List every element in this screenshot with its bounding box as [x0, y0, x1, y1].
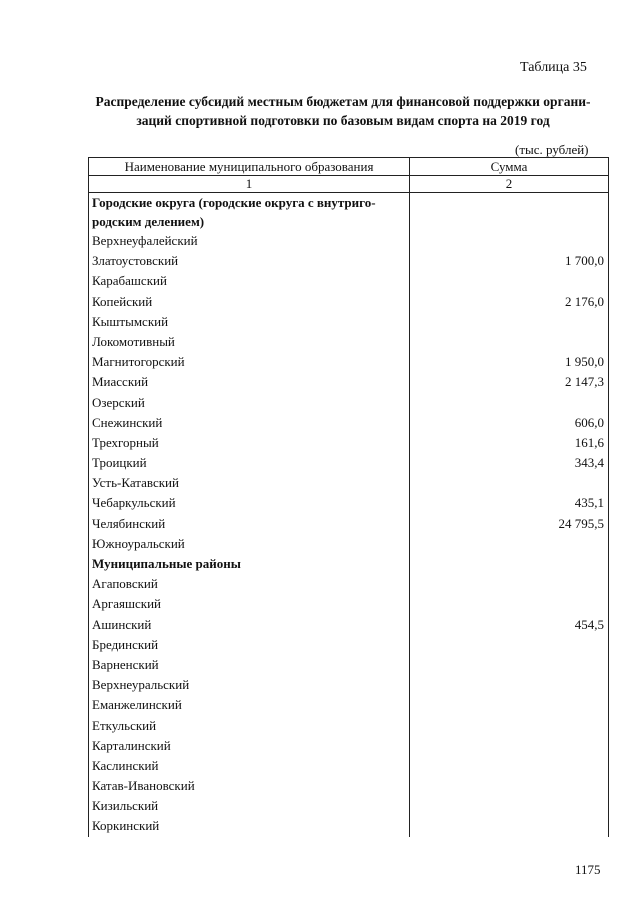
row-sum: [410, 796, 609, 816]
row-sum: [410, 393, 609, 413]
row-name: Копейский: [89, 292, 410, 312]
row-sum: 454,5: [410, 615, 609, 635]
row-sum: 1 950,0: [410, 352, 609, 372]
row-sum: [410, 594, 609, 614]
row-sum: [410, 695, 609, 715]
row-sum: [410, 271, 609, 291]
row-name: Варненский: [89, 655, 410, 675]
group-name: Муниципальные районы: [89, 554, 410, 574]
row-name: Еманжелинский: [89, 695, 410, 715]
row-sum: [410, 716, 609, 736]
table-row: [89, 352, 609, 372]
table-row: [89, 393, 609, 413]
row-sum: [410, 534, 609, 554]
row-sum: [410, 635, 609, 655]
row-sum: [410, 312, 609, 332]
table-row: [89, 332, 609, 352]
group-header-row: [89, 193, 609, 232]
table-row: [89, 736, 609, 756]
row-name: Коркинский: [89, 816, 410, 836]
table-row: [89, 433, 609, 453]
row-name: Карабашский: [89, 271, 410, 291]
row-sum: [410, 473, 609, 493]
row-name: Снежинский: [89, 413, 410, 433]
table-row: [89, 292, 609, 312]
row-name: Усть-Катавский: [89, 473, 410, 493]
table-row: [89, 615, 609, 635]
row-sum: [410, 554, 609, 574]
row-sum: [410, 756, 609, 776]
row-name: Челябинский: [89, 514, 410, 534]
table-row: [89, 675, 609, 695]
row-name: Карталинский: [89, 736, 410, 756]
row-sum: [410, 332, 609, 352]
table-row: [89, 493, 609, 513]
table-row: [89, 716, 609, 736]
table-row: [89, 635, 609, 655]
table-row: [89, 453, 609, 473]
row-name: Кыштымский: [89, 312, 410, 332]
group-header-row: [89, 554, 609, 574]
row-sum: [410, 193, 609, 232]
row-name: Южноуральский: [89, 534, 410, 554]
row-name: Ашинский: [89, 615, 410, 635]
row-sum: 343,4: [410, 453, 609, 473]
row-sum: [410, 776, 609, 796]
row-name: Аргаяшский: [89, 594, 410, 614]
row-name: Троицкий: [89, 453, 410, 473]
row-sum: 1 700,0: [410, 251, 609, 271]
row-sum: [410, 736, 609, 756]
row-sum: [410, 574, 609, 594]
row-sum: [410, 655, 609, 675]
table-row: [89, 574, 609, 594]
table-row: [89, 473, 609, 493]
row-name: Каслинский: [89, 756, 410, 776]
title-line-1: Распределение субсидий местным бюджетам для финансовой поддержки органи-: [95, 94, 591, 109]
table-row: [89, 534, 609, 554]
row-sum: 606,0: [410, 413, 609, 433]
table-row: [89, 594, 609, 614]
table-header-row: [89, 158, 609, 176]
row-sum: 435,1: [410, 493, 609, 513]
table-row: [89, 695, 609, 715]
page-number: 1175: [575, 862, 601, 877]
group-name: Городские округа (городские округа с внутриго- родским делением): [89, 193, 410, 232]
table-row: [89, 756, 609, 776]
row-name: Верхнеуфалейский: [89, 231, 410, 251]
table-row: [89, 413, 609, 433]
row-name: Еткульский: [89, 716, 410, 736]
row-name: Трехгорный: [89, 433, 410, 453]
row-sum: 24 795,5: [410, 514, 609, 534]
column-number-row: [89, 176, 609, 193]
table-row: [89, 231, 609, 251]
row-name: Агаповский: [89, 574, 410, 594]
row-name: Кизильский: [89, 796, 410, 816]
row-name: Локомотивный: [89, 332, 410, 352]
document-title: [78, 92, 608, 130]
row-name: Миасский: [89, 372, 410, 392]
subsidy-table: [88, 157, 609, 837]
table-row: [89, 312, 609, 332]
row-sum: 2 147,3: [410, 372, 609, 392]
row-sum: 2 176,0: [410, 292, 609, 312]
table-row: [89, 776, 609, 796]
row-name: Златоустовский: [89, 251, 410, 271]
table-row: [89, 372, 609, 392]
row-name: Брединский: [89, 635, 410, 655]
column-number-2: 2: [410, 176, 609, 193]
row-name: Озерский: [89, 393, 410, 413]
table-row: [89, 796, 609, 816]
row-name: Чебаркульский: [89, 493, 410, 513]
table-row: [89, 816, 609, 836]
row-sum: [410, 231, 609, 251]
row-name: Верхнеуральский: [89, 675, 410, 695]
table-row: [89, 271, 609, 291]
title-line-2: заций спортивной подготовки по базовым видам спорта на 2019 год: [136, 113, 550, 128]
table-row: [89, 251, 609, 271]
table-row: [89, 514, 609, 534]
header-sum: Сумма: [410, 158, 609, 176]
header-name: Наименование муниципального образования: [89, 158, 410, 176]
row-name: Магнитогорский: [89, 352, 410, 372]
table-label: Таблица 35: [520, 60, 587, 75]
row-sum: 161,6: [410, 433, 609, 453]
row-name: Катав-Ивановский: [89, 776, 410, 796]
column-number-1: 1: [89, 176, 410, 193]
row-sum: [410, 675, 609, 695]
row-sum: [410, 816, 609, 836]
units-label: (тыс. рублей): [515, 142, 589, 157]
table-row: [89, 655, 609, 675]
